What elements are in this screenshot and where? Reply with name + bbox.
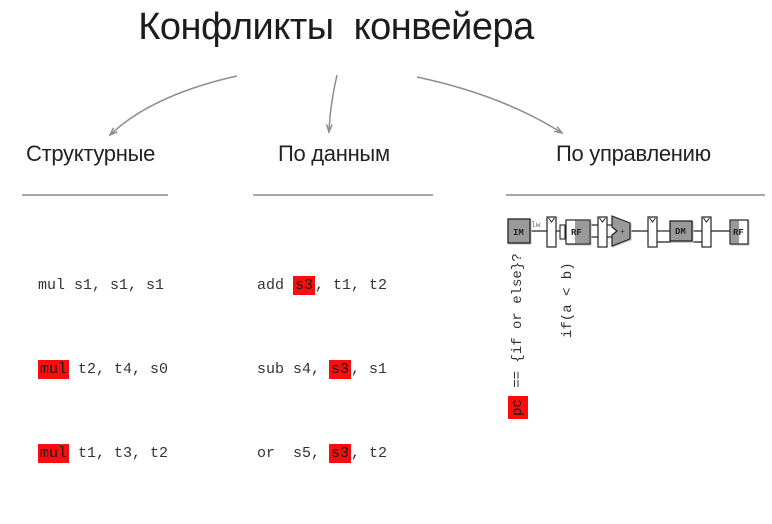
pipeline-register	[547, 217, 556, 247]
pipeline-register	[598, 217, 607, 247]
code-text: add	[257, 277, 294, 294]
code-block-structural	[38, 216, 168, 524]
arrow-to-data	[329, 75, 337, 132]
code-block-data	[257, 216, 387, 524]
highlighted-register: s3	[331, 361, 350, 378]
highlighted-register: s3	[331, 445, 350, 462]
lw-label: lw	[531, 221, 541, 230]
arrow-to-data-head	[327, 124, 332, 132]
alu-label: +	[620, 228, 625, 237]
code-text: , s1	[351, 361, 388, 378]
arrow-to-structural-head	[110, 128, 117, 135]
heading-structural: Структурные	[26, 141, 156, 166]
divider-control	[506, 194, 765, 196]
divider-structural	[22, 194, 168, 196]
arrow-to-control	[417, 77, 562, 133]
code-text: t2, t4, s0	[69, 361, 169, 378]
pipeline-register	[648, 217, 657, 247]
code-line	[38, 272, 168, 300]
code-text: mul s1, s1, s1	[38, 277, 165, 294]
dm-label: DM	[675, 227, 686, 237]
highlighted-pc: pc	[508, 396, 528, 419]
code-line	[257, 440, 387, 468]
code-text: or s5,	[257, 445, 330, 462]
code-text: , t2	[351, 445, 388, 462]
pipeline-register	[702, 217, 711, 247]
highlighted-register: s3	[295, 277, 314, 294]
rf-write-port	[560, 225, 565, 239]
code-line	[38, 356, 168, 384]
annotation-text: if(a < b)	[560, 262, 576, 338]
annotation-if-condition	[557, 262, 579, 338]
code-line	[38, 440, 168, 468]
slide-title: Конфликты конвейера	[138, 6, 534, 48]
pipeline-diagram	[500, 210, 772, 260]
rf-read-label: RF	[571, 228, 582, 238]
arrow-to-control-head	[554, 127, 562, 133]
heading-control: По управлению	[556, 141, 711, 166]
arrow-to-structural	[110, 76, 237, 135]
annotation-text: == {if or else}?	[510, 253, 526, 397]
highlighted-opcode: mul	[40, 361, 68, 378]
code-text: sub s4,	[257, 361, 330, 378]
divider-data	[253, 194, 433, 196]
heading-data: По данным	[278, 141, 390, 166]
code-line	[257, 356, 387, 384]
code-text: , t1, t2	[315, 277, 388, 294]
annotation-pc-condition	[507, 253, 529, 419]
highlighted-opcode: mul	[40, 445, 68, 462]
rf-write-label: RF	[733, 228, 744, 238]
im-label: IM	[513, 228, 524, 238]
code-text: t1, t3, t2	[69, 445, 169, 462]
code-line	[257, 272, 387, 300]
